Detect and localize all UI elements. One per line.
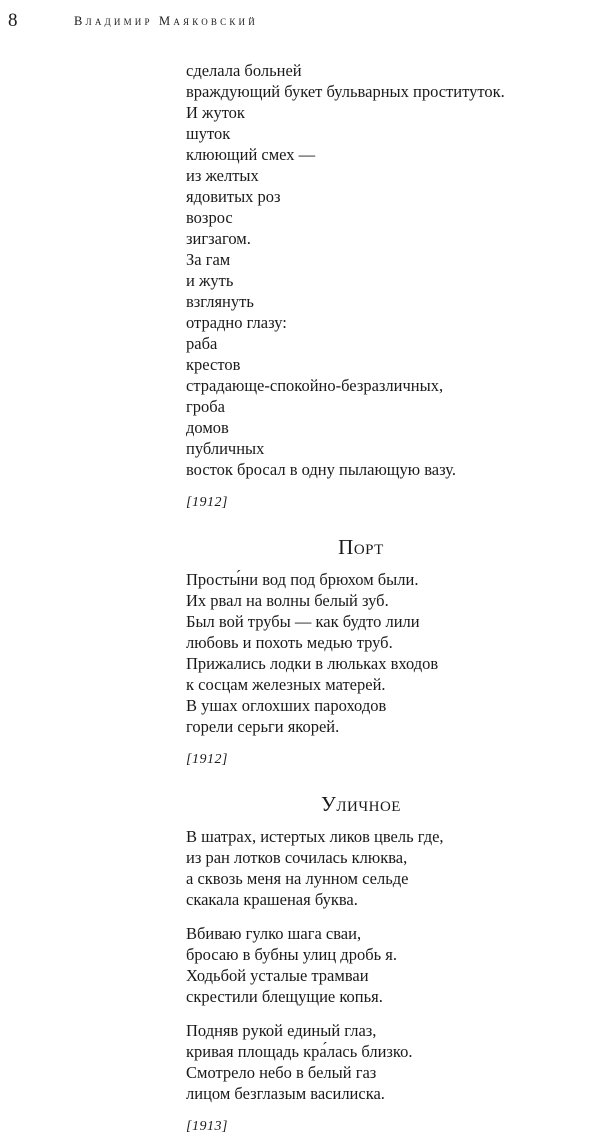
poem-line: и жуть [186, 271, 234, 290]
poem-line: домов [186, 418, 229, 437]
poem-line: а сквозь меня на лунном сельде [186, 869, 409, 888]
poem-2-stanza [186, 569, 596, 737]
running-head: Владимир Маяковский [74, 14, 258, 28]
poem-line: скакала крашеная буква. [186, 890, 358, 909]
poem-line: Прижались лодки в люльках входов [186, 654, 439, 673]
poem-line: кривая площадь кра́лась близко. [186, 1042, 413, 1061]
poem-line: В ушах оглохших пароходов [186, 696, 387, 715]
poem-line: страдающе-спокойно-безразличных, [186, 376, 444, 395]
poem-3-stanza-2 [186, 923, 596, 1007]
page-number: 8 [8, 10, 18, 31]
poem-3-stanza-1 [186, 826, 596, 910]
poem-line: восток бросал в одну пылающую вазу. [186, 460, 456, 479]
poem-line: клюющий смех — [186, 145, 316, 164]
poem-line: В шатрах, истертых ликов цвель где, [186, 827, 444, 846]
poem-line: публичных [186, 439, 265, 458]
poem-line: отрадно глазу: [186, 313, 287, 332]
poem-line: из желтых [186, 166, 259, 185]
poem-line: Смотрело небо в белый газ [186, 1063, 377, 1082]
poem-line: любовь и похоть медью труб. [186, 633, 393, 652]
poem-3-stanza-3 [186, 1020, 596, 1104]
poem-1-stanza [186, 60, 596, 480]
poem-line: Подняв рукой единый глаз, [186, 1021, 377, 1040]
poem-line: к сосцам железных матерей. [186, 675, 386, 694]
poem-line: из ран лотков сочилась клюква, [186, 848, 408, 867]
poem-line: возрос [186, 208, 233, 227]
poem-3-date: [1913] [186, 1119, 228, 1134]
poem-line: лицом безглазым василиска. [186, 1084, 385, 1103]
poem-line: враждующий букет бульварных проституток. [186, 82, 505, 101]
poem-line: Просты́ни вод под брюхом были. [186, 570, 419, 589]
poem-line: Вбиваю гулко шага сваи, [186, 924, 362, 943]
poem-2-title: Порт [338, 535, 384, 559]
poem-line: шуток [186, 124, 231, 143]
poem-line: Был вой трубы — как будто лили [186, 612, 420, 631]
poem-line: И жуток [186, 103, 245, 122]
poem-line: бросаю в бубны улиц дробь я. [186, 945, 397, 964]
poem-line: Ходьбой усталые трамваи [186, 966, 369, 985]
poem-line: За гам [186, 250, 231, 269]
poem-3-title: Уличное [321, 792, 401, 816]
poem-line: ядовитых роз [186, 187, 281, 206]
poem-line: Их рвал на волны белый зуб. [186, 591, 389, 610]
text-column [186, 60, 596, 1136]
poem-line: сделала больней [186, 61, 302, 80]
poem-line: гроба [186, 397, 225, 416]
poem-1-date: [1912] [186, 495, 228, 510]
poem-2-date: [1912] [186, 752, 228, 767]
poem-line: зигзагом. [186, 229, 251, 248]
poem-line: взглянуть [186, 292, 254, 311]
poem-line: скрестили блещущие копья. [186, 987, 383, 1006]
poem-line: горели серьги якорей. [186, 717, 340, 736]
poem-line: крестов [186, 355, 241, 374]
poem-line: раба [186, 334, 218, 353]
